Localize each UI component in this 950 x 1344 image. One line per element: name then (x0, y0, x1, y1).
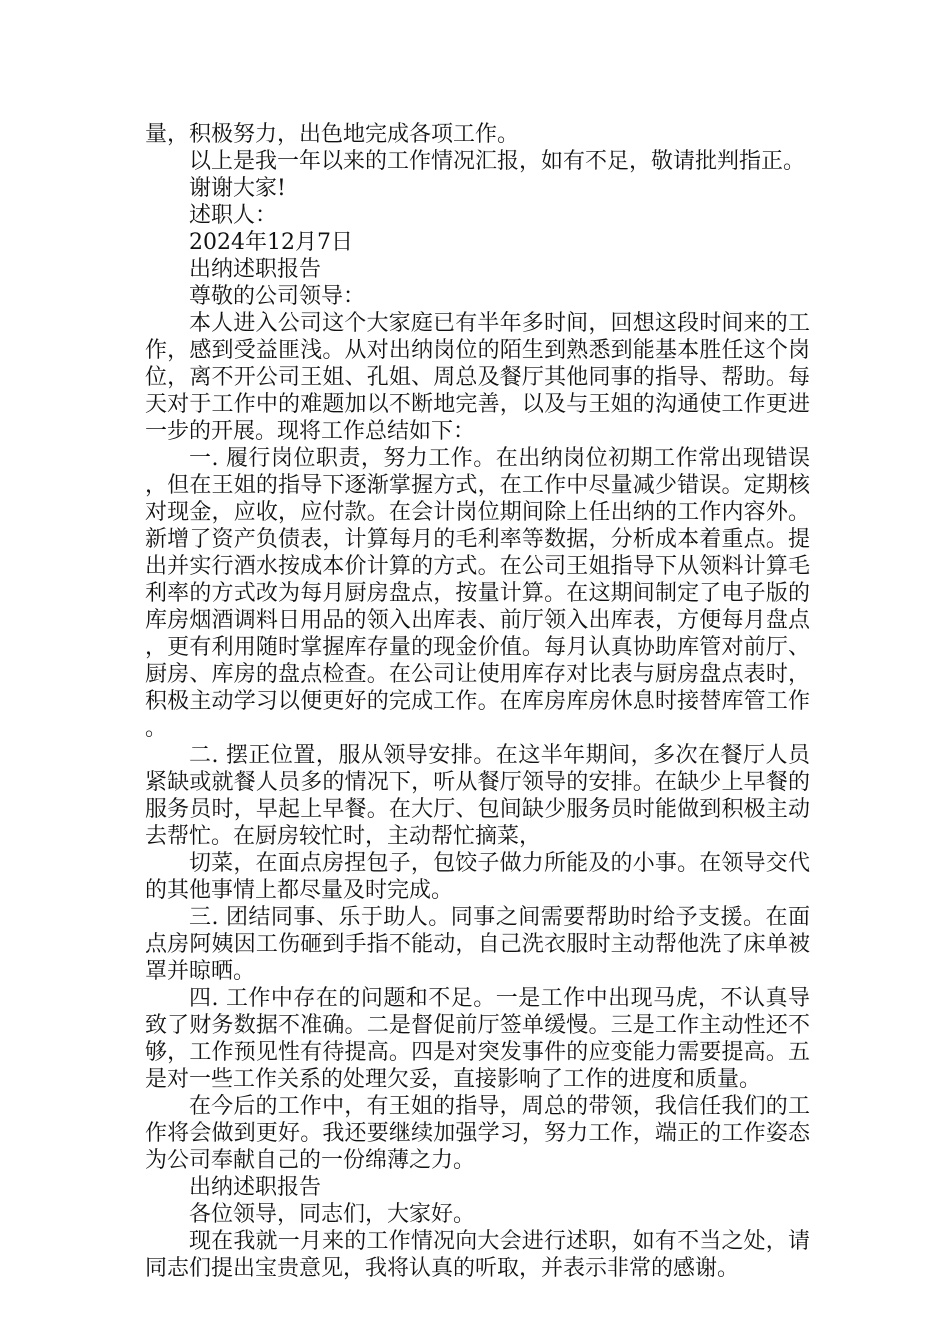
document-body (145, 121, 810, 1282)
paragraph-item-two: 二. 摆正位置，服从领导安排。在这半年期间，多次在餐厅人员紧缺或就餐人员多的情况下，听从餐厅领导的安排。在缺少上早餐的服务员时，早起上早餐。在大厅、包间缺少服务员时能做到积极主动去帮忙。在厨房较忙时，主动帮忙摘菜， (145, 743, 810, 849)
section-title: 出纳述职报告 (189, 1175, 322, 1200)
salutation: 各位领导，同志们，大家好。 (189, 1202, 476, 1227)
paragraph-opening: 现在我就一月来的工作情况向大会进行述职，如有不当之处，请同志们提出宝贵意见，我将认真的听取，并表示非常的感谢。 (145, 1229, 810, 1281)
paragraph-intro: 本人进入公司这个大家庭已有半年多时间，回想这段时间来的工作，感到受益匪浅。从对出纳岗位的陌生到熟悉到能基本胜任这个岗位，离不开公司王姐、孔姐、周总及餐厅其他同事的指导、帮助。每天对于工作中的难题加以不断地完善，以及与王姐的沟通使工作更进一步的开展。现将工作总结如下： (145, 311, 810, 444)
paragraph-item-one: 一. 履行岗位职责，努力工作。在出纳岗位初期工作常出现错误，但在王姐的指导下逐渐掌握方式，在工作中尽量减少错误。定期核对现金，应收，应付款。在会计岗位期间除上任出纳的工作内容外。新增了资产负债表，计算每月的毛利率等数据，分析成本着重点。提出并实行酒水按成本价计算的方式。在公司王姐指导下从领料计算毛利率的方式改为每月厨房盘点，按量计算。在这期间制定了电子版的库房烟酒调料日用品的领入出库表、前厅领入出库表，方便每月盘点，更有利用随时掌握库存量的现金价值。每月认真协助库管对前厅、厨房、库房的盘点检查。在公司让使用库存对比表与厨房盘点表时，积极主动学习以便更好的完成工作。在库房库房休息时接替库管工作。 (145, 446, 810, 741)
signature-date: 2024年12月7日 (189, 230, 353, 255)
signature-label: 述职人： (189, 203, 278, 228)
salutation: 尊敬的公司领导： (189, 284, 366, 309)
paragraph-item-three: 三. 团结同事、乐于助人。同事之间需要帮助时给予支援。在面点房阿姨因工伤砸到手指不能动，自己洗衣服时主动帮他洗了床单被罩并晾晒。 (145, 905, 810, 984)
section-title: 出纳述职报告 (189, 257, 322, 282)
paragraph-continuation: 量，积极努力，出色地完成各项工作。 (145, 122, 520, 147)
paragraph-item-two-continued: 切菜，在面点房捏包子，包饺子做力所能及的小事。在领导交代的其他事情上都尽量及时完成。 (145, 851, 810, 903)
paragraph-closing-summary: 以上是我一年以来的工作情况汇报，如有不足，敬请批判指正。 (189, 149, 806, 174)
paragraph-thanks: 谢谢大家! (189, 176, 286, 201)
paragraph-outlook: 在今后的工作中，有王姐的指导，周总的带领，我信任我们的工作将会做到更好。我还要继续加强学习，努力工作，端正的工作姿态为公司奉献自己的一份绵薄之力。 (145, 1094, 810, 1173)
paragraph-item-four: 四. 工作中存在的问题和不足。一是工作中出现马虎，不认真导致了财务数据不准确。二是督促前厅签单缓慢。三是工作主动性还不够，工作预见性有待提高。四是对突发事件的应变能力需要提高。五是对一些工作关系的处理欠妥，直接影响了工作的进度和质量。 (145, 986, 810, 1092)
